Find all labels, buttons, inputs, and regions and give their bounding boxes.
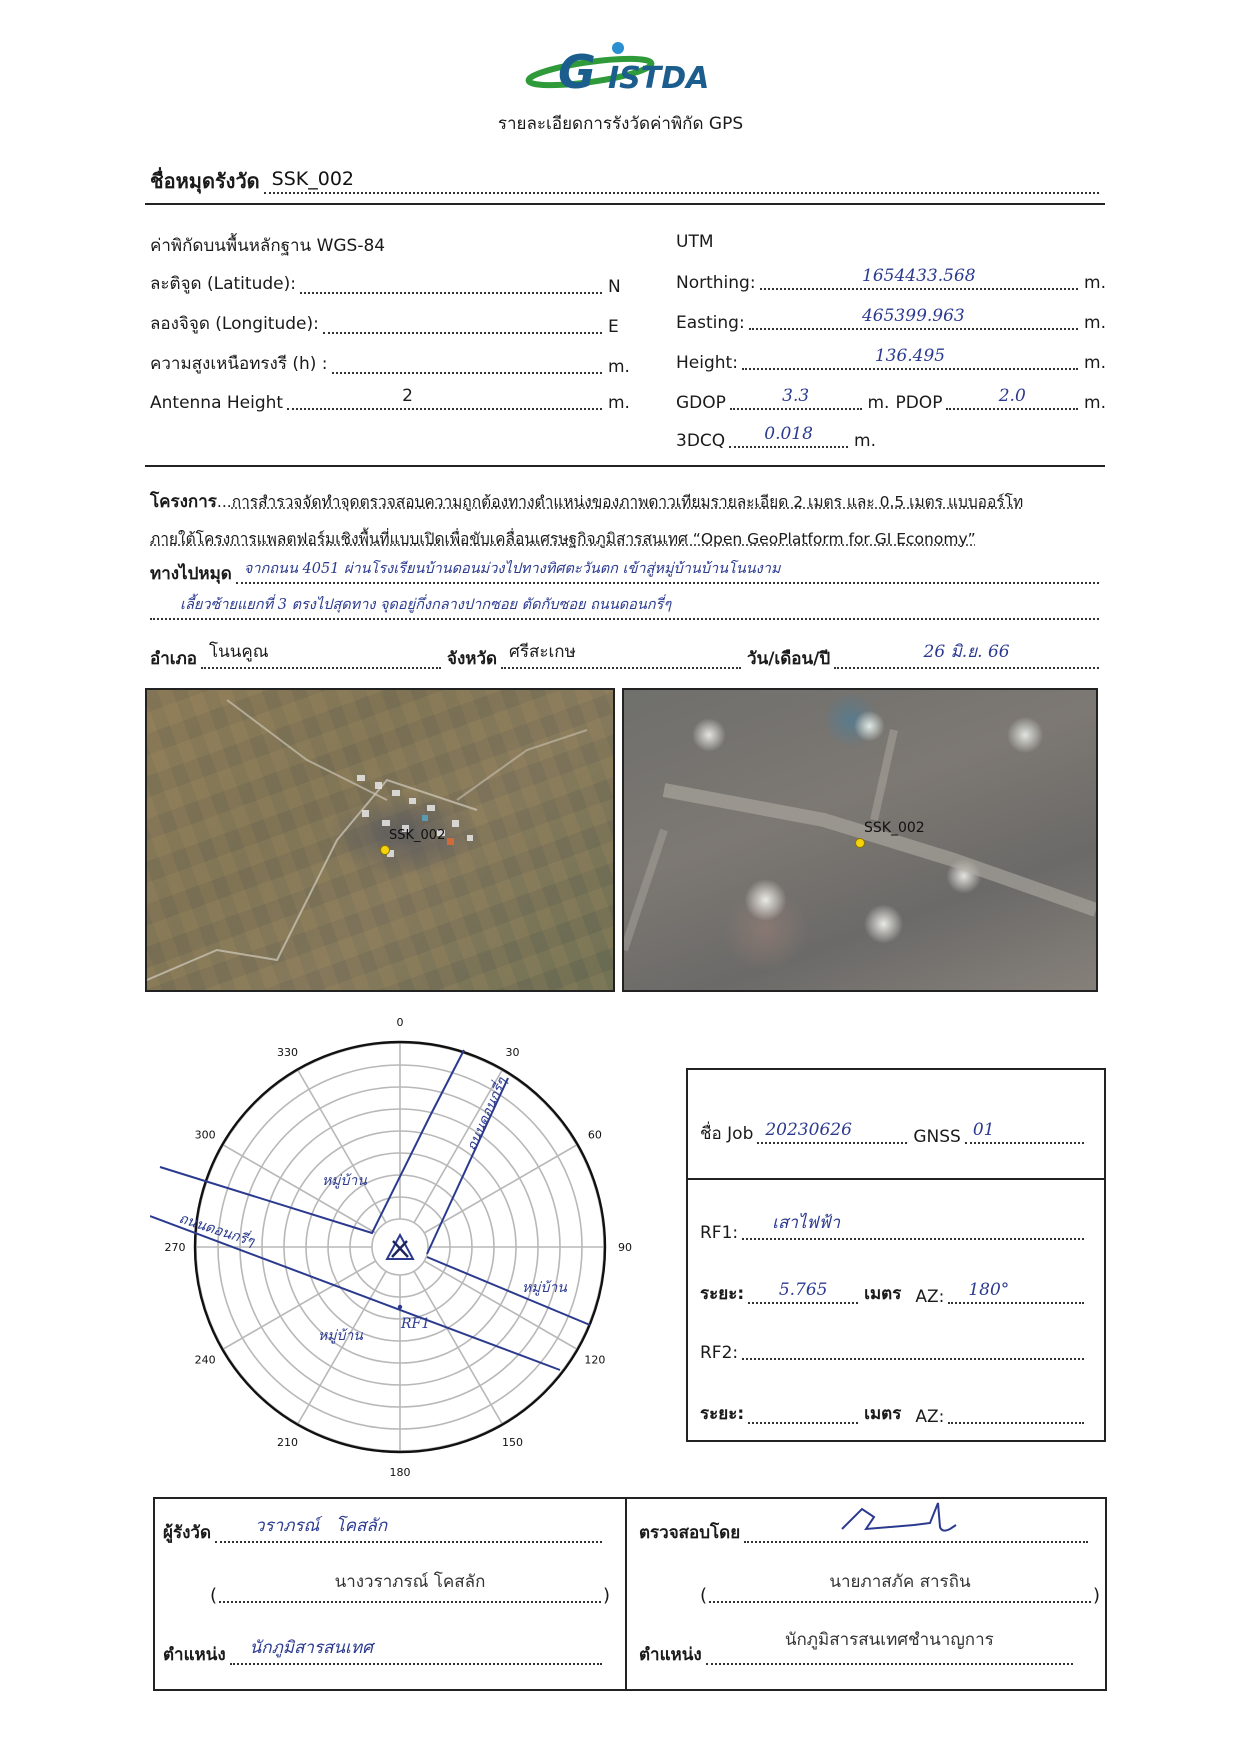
province-field[interactable]	[501, 642, 741, 669]
project-label: โครงการ	[150, 492, 217, 512]
annotation-road-ne: ถนนดอนกรี่ๆ	[464, 1075, 511, 1154]
checker-name-field[interactable]	[709, 1572, 1091, 1603]
easting-field[interactable]	[749, 306, 1078, 330]
station-name-field[interactable]	[264, 168, 1099, 194]
polar-angle-label: 30	[505, 1046, 520, 1060]
divider	[145, 203, 1105, 205]
polar-obstruction-diagram	[150, 1010, 650, 1480]
directions-line-2: เลี้ยวซ้ายแยกที่ 3 ตรงไปสุดทาง จุดอยู่กึ่งกลางปากซอย ตัดกับซอย ถนนดอนกรี่ๆ	[180, 597, 672, 613]
polar-angle-label: 270	[164, 1241, 186, 1254]
date-label: วัน/เดือน/ปี	[747, 649, 831, 669]
wgs84-heading: ค่าพิกัดบนพื้นหลักฐาน WGS-84	[150, 236, 386, 256]
obstruction-line-road-w	[150, 1216, 560, 1370]
job-label: ชื่อ Job	[700, 1124, 754, 1144]
overview-satellite-image	[145, 688, 615, 992]
project-line-1: การสำรวจจัดทำจุดตรวจสอบความถูกต้องทางตำแหน่งของภาพดาวเทียมรายละเอียด 2 เมตร และ 0.5 เมตร แบบออร์โท	[231, 493, 1024, 511]
checker-position-field[interactable]	[706, 1630, 1073, 1665]
date-field[interactable]	[834, 642, 1099, 669]
polar-angle-label: 0	[396, 1016, 404, 1029]
directions-label: ทางไปหมุด	[150, 564, 232, 584]
district-value: โนนคูณ	[208, 642, 269, 662]
location-row	[150, 642, 1105, 672]
easting-row	[676, 306, 1106, 333]
project-line-2-wrap	[150, 526, 1110, 551]
page-title: รายละเอียดการรังวัดค่าพิกัด GPS	[497, 114, 744, 134]
antenna-height-field[interactable]	[287, 386, 602, 410]
checker-name: นายภาสภัค สารถิน	[829, 1572, 971, 1592]
distance2-unit: เมตร	[864, 1404, 902, 1424]
checker-position-label: ตำแหน่ง	[639, 1645, 702, 1665]
polar-angle-label: 150	[502, 1435, 523, 1449]
rf1-distance-row	[700, 1280, 1090, 1307]
easting-value: 465399.963	[861, 306, 965, 326]
dop-row	[676, 386, 1107, 413]
checker-position-row	[639, 1630, 1079, 1668]
directions-row-1	[150, 560, 1105, 587]
annotation-rf1: RF1	[401, 1316, 431, 1332]
ellipsoid-height-label: ความสูงเหนือทรงรี (h) :	[150, 354, 328, 374]
surveyor-name-field[interactable]	[219, 1572, 601, 1603]
job-field[interactable]	[757, 1120, 907, 1144]
signature-divider	[625, 1499, 627, 1689]
gdop-unit: m.	[867, 393, 890, 413]
height-unit: m.	[1084, 353, 1106, 373]
surveyor-position: นักภูมิสารสนเทศ	[249, 1638, 373, 1658]
distance1-field[interactable]	[748, 1280, 858, 1304]
polar-angle-label: 120	[584, 1353, 606, 1367]
rf2-field[interactable]	[742, 1340, 1084, 1360]
signature-box	[153, 1497, 1107, 1691]
province-label: จังหวัด	[446, 649, 498, 669]
az2-label: AZ:	[915, 1407, 945, 1427]
latitude-unit: N	[608, 277, 621, 297]
longitude-unit: E	[608, 317, 619, 337]
distance2-label: ระยะ:	[700, 1404, 745, 1424]
gistda-logo-icon	[520, 30, 730, 100]
checker-position: นักภูมิสารสนเทศชำนาญการ	[784, 1630, 994, 1650]
polar-angle-label: 300	[194, 1128, 216, 1142]
divider	[145, 465, 1105, 467]
svg-text:G: G	[558, 45, 596, 99]
polar-angle-label: 180	[389, 1466, 411, 1479]
polar-angle-label: 60	[587, 1128, 602, 1142]
checker-name-row	[700, 1572, 1100, 1606]
gnss-value: 01	[972, 1120, 995, 1140]
gdop-field[interactable]	[730, 386, 862, 410]
polar-angle-label: 240	[194, 1353, 216, 1367]
rf1-field[interactable]	[742, 1213, 1084, 1240]
height-label: Height:	[676, 353, 738, 373]
surveyor-signature-field[interactable]	[215, 1516, 602, 1543]
polar-spoke	[414, 1271, 503, 1424]
annotation-village-nw: หมู่บ้าน	[322, 1173, 367, 1189]
northing-row	[676, 266, 1106, 293]
northing-field[interactable]	[760, 266, 1078, 290]
job-value: 20230626	[765, 1120, 852, 1140]
surveyor-position-row	[163, 1638, 608, 1668]
longitude-label: ลองจิจูด (Longitude):	[150, 314, 319, 334]
province-value: ศรีสะเกษ	[509, 642, 576, 662]
svg-text:ISTDA: ISTDA	[608, 61, 710, 96]
pdop-label: PDOP	[895, 393, 943, 413]
latitude-field[interactable]	[300, 274, 602, 294]
northing-unit: m.	[1084, 273, 1106, 293]
surveyor-position-label: ตำแหน่ง	[163, 1645, 226, 1665]
surveyor-position-field[interactable]	[230, 1638, 602, 1665]
directions-line-1: จากถนน 4051 ผ่านโรงเรียนบ้านดอนม่วงไปทางทิศตะวันตก เข้าสู่หมู่บ้านบ้านโนนงาม	[243, 561, 781, 577]
ellipsoid-height-row	[150, 350, 630, 377]
rf2-distance-row	[700, 1400, 1090, 1427]
surveyor-label: ผู้รังวัด	[163, 1523, 211, 1543]
antenna-height-unit: m.	[608, 393, 630, 413]
district-label: อำเภอ	[150, 649, 197, 669]
northing-label: Northing:	[676, 273, 756, 293]
pdop-unit: m.	[1084, 393, 1107, 413]
distance1-unit: เมตร	[864, 1284, 902, 1304]
checker-label: ตรวจสอบโดย	[639, 1523, 741, 1543]
rf1-point-icon	[398, 1305, 402, 1309]
dcq3-unit: m.	[854, 431, 876, 451]
annotation-road-w: ถนนดอนกรี่ๆ	[176, 1210, 257, 1250]
latitude-label: ละติจูด (Latitude):	[150, 274, 296, 294]
dcq3-field[interactable]	[729, 424, 848, 448]
gnss-label: GNSS	[913, 1127, 961, 1147]
project-block: โครงการ...การสำรวจจัดทำจุดตรวจสอบความถูกต้องทางตำแหน่งของภาพดาวเทียมรายละเอียด 2 เมตร และ 0.5 เมตร แบบออร์โท	[150, 492, 1024, 512]
distance1-value: 5.765	[778, 1280, 828, 1300]
longitude-row	[150, 310, 630, 337]
az1-field[interactable]	[948, 1280, 1084, 1304]
open-paren: (	[210, 1585, 218, 1606]
job-row	[700, 1120, 1090, 1147]
height-row	[676, 346, 1106, 373]
gnss-field[interactable]	[965, 1120, 1084, 1144]
polar-spoke	[424, 1145, 577, 1234]
station-name-row	[150, 165, 1105, 197]
surveyor-signature: วราภรณ์ โคสลัก	[254, 1516, 388, 1536]
polar-spoke	[298, 1271, 387, 1424]
ellipsoid-height-unit: m.	[608, 357, 630, 377]
station-name-label: ชื่อหมุดรังวัด	[150, 169, 260, 193]
antenna-height-value: 2	[402, 386, 413, 406]
close-paren: )	[1092, 1585, 1100, 1606]
ellipsoid-height-field[interactable]	[332, 354, 602, 374]
polar-spoke	[298, 1069, 387, 1222]
utm-heading: UTM	[676, 232, 714, 252]
dcq3-row	[676, 424, 876, 451]
checker-signature-icon	[834, 1499, 974, 1539]
surveyor-name-row	[210, 1572, 610, 1606]
annotation-village-sw: หมู่บ้าน	[318, 1328, 363, 1344]
rf2-label: RF2:	[700, 1343, 739, 1363]
checker-row	[639, 1519, 1094, 1546]
gistda-logo	[520, 30, 730, 100]
dcq3-value: 0.018	[764, 424, 813, 444]
rf1-label: RF1:	[700, 1223, 739, 1243]
antenna-height-row	[150, 386, 630, 413]
az1-label: AZ:	[915, 1287, 945, 1307]
divider	[688, 1178, 1104, 1180]
northing-value: 1654433.568	[862, 266, 976, 286]
directions-field-1[interactable]	[236, 561, 1099, 584]
open-paren: (	[700, 1585, 708, 1606]
rf2-row	[700, 1340, 1090, 1363]
distance1-label: ระยะ:	[700, 1284, 745, 1304]
easting-unit: m.	[1084, 313, 1106, 333]
polar-angle-label: 90	[618, 1241, 632, 1254]
pdop-field[interactable]	[946, 386, 1078, 410]
surveyor-name: นางวราภรณ์ โคสลัก	[334, 1572, 486, 1592]
az2-field[interactable]	[948, 1404, 1084, 1424]
polar-spoke	[424, 1261, 577, 1350]
station-marker-icon	[380, 845, 390, 855]
longitude-field[interactable]	[323, 314, 602, 334]
surveyor-row	[163, 1516, 608, 1546]
rf1-row	[700, 1213, 1090, 1243]
dcq3-label: 3DCQ	[676, 431, 726, 451]
height-field[interactable]	[742, 346, 1078, 370]
distance2-field[interactable]	[748, 1404, 858, 1424]
close-paren: )	[602, 1585, 610, 1606]
job-info-box	[686, 1068, 1106, 1442]
checker-signature-field[interactable]	[744, 1523, 1088, 1543]
az1-value: 180°	[968, 1280, 1010, 1300]
gdop-value: 3.3	[782, 386, 810, 406]
overview-station-label: SSK_002	[389, 828, 446, 843]
directions-row-2	[150, 597, 1105, 623]
gdop-label: GDOP	[676, 393, 726, 413]
overview-roads	[147, 690, 613, 990]
polar-angle-label: 330	[277, 1046, 298, 1060]
detail-station-label: SSK_002	[864, 820, 925, 836]
annotation-village-e: หมู่บ้าน	[522, 1280, 567, 1296]
date-value: 26 มิ.ย. 66	[923, 642, 1010, 662]
polar-diagram-svg	[150, 1010, 650, 1480]
district-field[interactable]	[201, 642, 441, 669]
rf1-value: เสาไฟฟ้า	[772, 1213, 841, 1233]
easting-label: Easting:	[676, 313, 745, 333]
latitude-row	[150, 270, 630, 297]
height-value: 136.495	[874, 346, 946, 366]
station-name-value: SSK_002	[271, 168, 355, 190]
station-marker-icon	[855, 838, 865, 848]
project-line-2: ภายใต้โครงการแพลตฟอร์มเชิงพื้นที่แบบเปิดเพื่อขับเคลื่อนเศรษฐกิจภูมิสารสนเทศ “Open GeoPlatform for GI Economy”	[150, 530, 976, 548]
antenna-height-label: Antenna Height	[150, 393, 284, 413]
directions-field-2[interactable]	[150, 597, 1099, 620]
polar-angle-label: 210	[277, 1435, 298, 1449]
pdop-value: 2.0	[998, 386, 1026, 406]
detail-satellite-image	[622, 688, 1098, 992]
